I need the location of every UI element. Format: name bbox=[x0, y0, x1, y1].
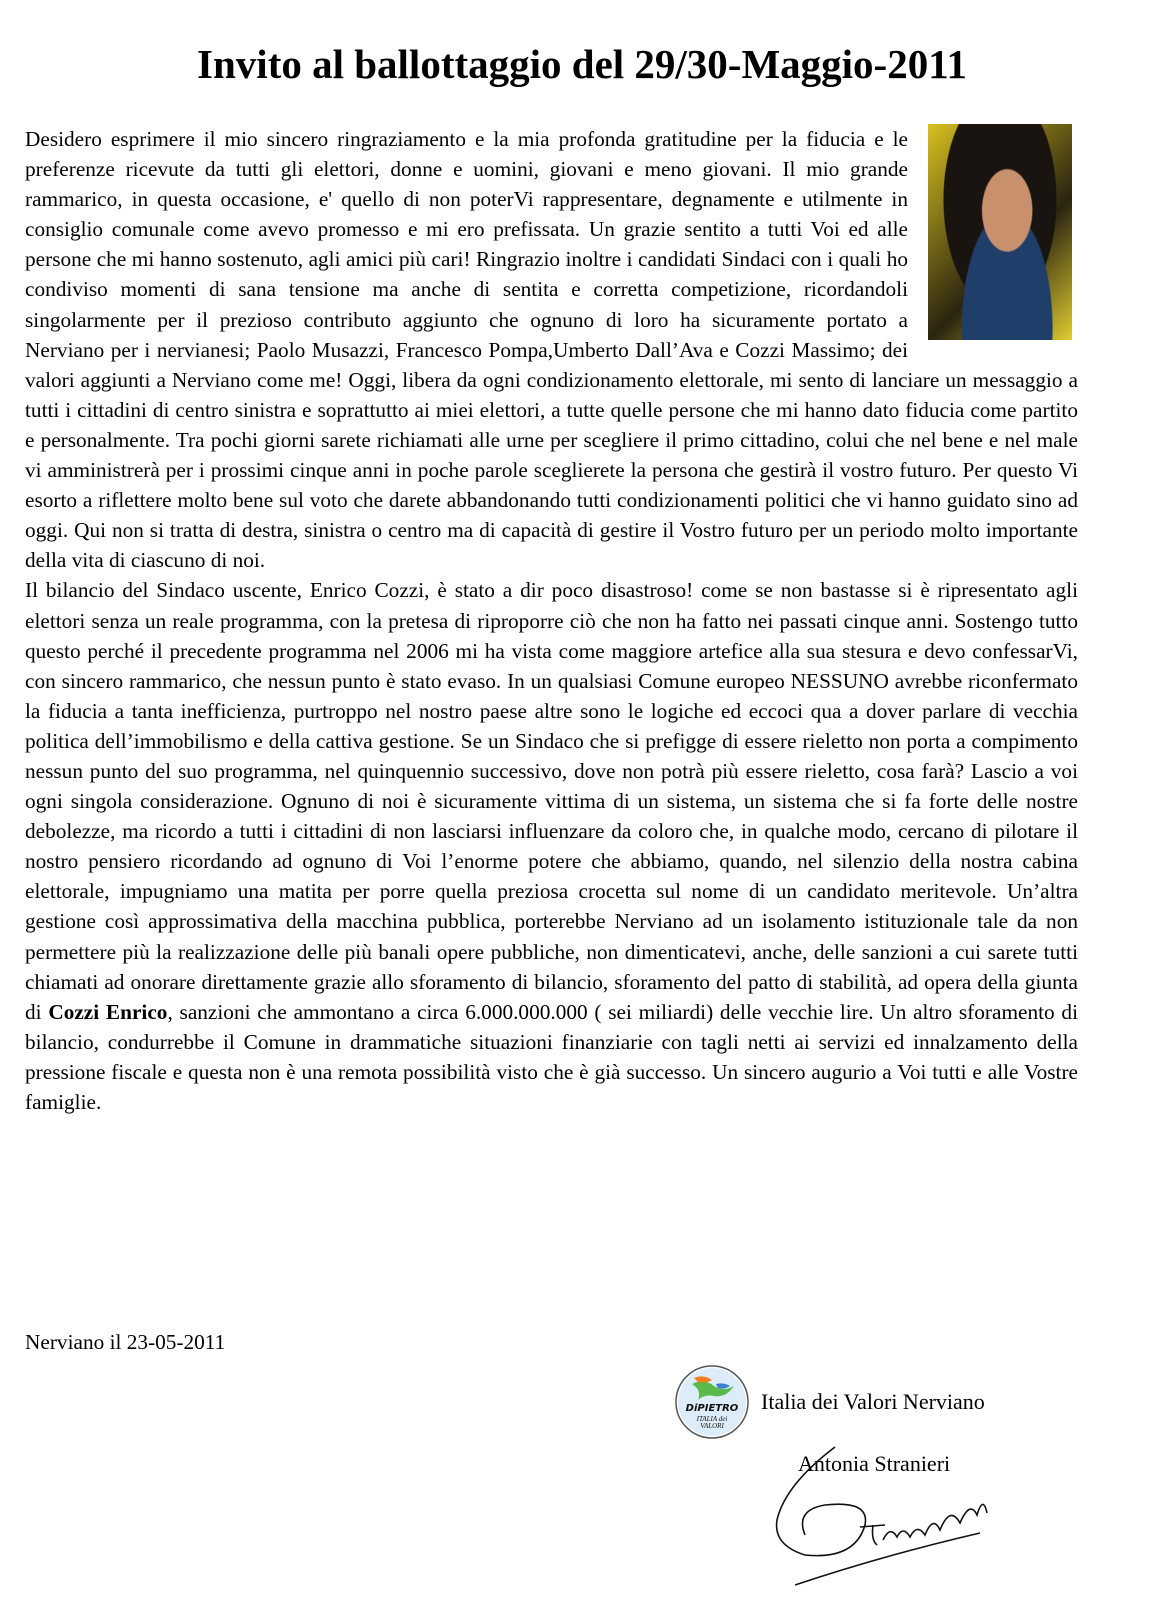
party-logo bbox=[674, 1364, 750, 1440]
svg-text:VALORI: VALORI bbox=[700, 1422, 724, 1430]
paragraph-2 bbox=[25, 575, 1078, 1117]
svg-text:DiPIETRO: DiPIETRO bbox=[685, 1403, 739, 1414]
candidate-photo bbox=[928, 124, 1072, 340]
bold-name: Cozzi Enrico bbox=[48, 999, 168, 1024]
paragraph-2-text: Il bilancio del Sindaco uscente, Enrico Cozzi, è stato a dir poco disastroso! come se non bastasse si è ripresentato agli elettori senza un reale programma, con la pretesa di riproporre ciò che non ha fatto nei passati cinque anni. Sostengo tutto questo perché il precedente programma nel 2006 mi ha vista come maggiore artefice alla sua stesura e devo confessarVi, con sincero rammarico, che nessun punto è stato evaso. In un qualsiasi Comune europeo NESSUNO avrebbe riconfermato la fiducia a tanta inefficienza, purtroppo nel nostro paese altre sono le logiche ed eccoci qua a dover parlare di vecchia politica dell’immobilismo e della cattiva gestione. Se un Sindaco che si prefigge di essere rieletto non porta a compimento nessun punto del suo programma, nel quinquennio successivo, dove non potrà più essere rieletto, cosa farà? Lascio a voi ogni singola considerazione. Ognuno di noi è sicuramente vittima di un sistema, un sistema che si fa forte delle nostre debolezze, ma ricordo a tutti i cittadini di non lasciarsi influenzare da coloro che, in qualche modo, cercano di pilotare il nostro pensiero ricordando ad ognuno di Voi l’enorme potere che abbiamo, quando, nel silenzio della nostra cabina elettorale, impugniamo una matita per porre quella preziosa crocetta sul nome di un candidato meritevole. Un’altra gestione così approssimativa della macchina pubblica, porterebbe Nerviano ad un isolamento istituzionale tale da non permettere più la realizzazione delle più banali opere pubbliche, non dimenticatevi, anche, delle sanzioni a cui sarete tutti chiamati ad onorare direttamente grazie allo sforamento di bilancio, sforamento del patto di stabilità, ad opera della giunta di bbox=[25, 578, 1078, 1024]
paragraph-2-end: , sanzioni che ammontano a circa 6.000.000.000 ( sei miliardi) delle vecchie lire. Un altro sforamento di bilancio, condurrebbe il Comune in drammatiche situazioni finanziarie con tagli netti ai servizi ed innalzamento della pressione fiscale e questa non è una remota possibilità visto che è già successo. Un sincero augurio a Voi tutti e alle Vostre famiglie. bbox=[25, 999, 1078, 1114]
page-title: Invito al ballottaggio del 29/30-Maggio-2011 bbox=[197, 41, 967, 87]
letter-body bbox=[25, 124, 1078, 1117]
signer-name: Antonia Stranieri bbox=[798, 1451, 951, 1476]
organization-name: Italia dei Valori Nerviano bbox=[761, 1389, 985, 1414]
svg-text:ITALIA dei: ITALIA dei bbox=[696, 1415, 728, 1423]
handwritten-signature bbox=[765, 1445, 995, 1595]
date-line: Nerviano il 23-05-2011 bbox=[25, 1330, 226, 1354]
paragraph-1: Desidero esprimere il mio sincero ringraziamento e la mia profonda gratitudine per la fiducia e le preferenze ricevute da tutti gli elettori, donne e uomini, giovani e meno giovani. Il mio grande rammarico, in questa occasione, e' quello di non poterVi rappresentare, degnamente e utilmente in consiglio comunale come avevo promesso e mi ero prefissata. Un grazie sentito a tutti Voi ed alle persone che mi hanno sostenuto, agli amici più cari! Ringrazio inoltre i candidati Sindaci con i quali ho condiviso momenti di sana tensione ma anche di sentita e corretta competizione, ricordandoli singolarmente per il prezioso contributo aggiunto che ognuno di loro ha sicuramente portato a Nerviano per i nervianesi; Paolo Musazzi, Francesco Pompa,Umberto Dall’Ava e Cozzi Massimo; dei valori aggiunti a Nerviano come me! Oggi, libera da ogni condizionamento elettorale, mi sento di lanciare un messaggio a tutti i cittadini di centro sinistra e soprattutto ai miei elettori, a tutte quelle persone che mi hanno dato fiducia come partito e personalmente. Tra pochi giorni sarete richiamati alle urne per scegliere il primo cittadino, colui che nel bene e nel male vi amministrerà per i prossimi cinque anni in poche parole sceglierete la persona che gestirà il vostro futuro. Per questo Vi esorto a riflettere molto bene sul voto che darete abbandonando tutti condizionamenti politici che vi hanno guidato sino ad oggi. Qui non si tratta di destra, sinistra o centro ma di capacità di gestire il Vostro futuro per un periodo molto importante della vita di ciascuno di noi. bbox=[25, 127, 1078, 573]
